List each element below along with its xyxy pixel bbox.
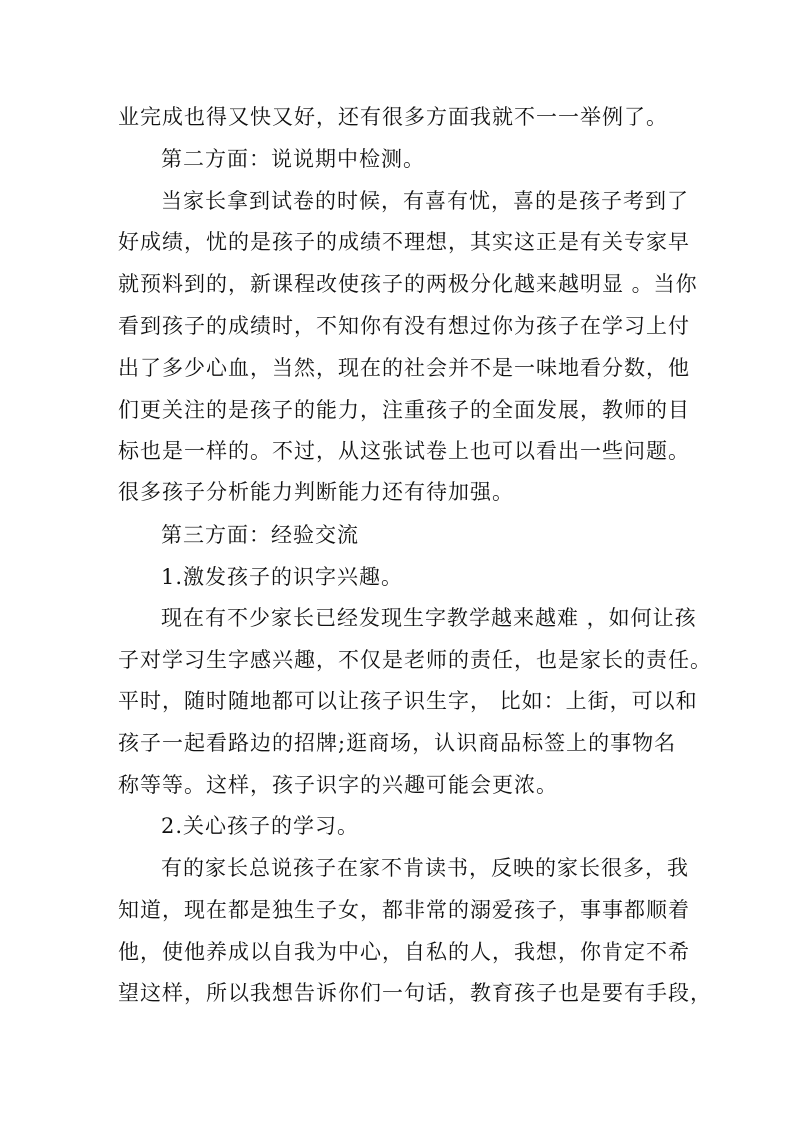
text-line: 有的家长总说孩子在家不肯读书，反映的家长很多，我 (161, 856, 689, 880)
text-line: 看到孩子的成绩时，不知你有没有想过你为孩子在学习上付 (118, 314, 690, 338)
subheading: 2.关心孩子的学习。 (161, 814, 360, 838)
text-line: 知道，现在都是独生子女，都非常的溺爱孩子，事事都顺着 (118, 898, 690, 922)
text-line: 他，使他养成以自我为中心，自私的人，我想，你肯定不希 (118, 940, 690, 964)
text-line: 好成绩，忧的是孩子的成绩不理想，其实这正是有关专家早 (118, 230, 690, 254)
text-line: 望这样，所以我想告诉你们一句话，教育孩子也是要有手段， (118, 981, 712, 1005)
text-line: 现在有不少家长已经发现生字教学越来越难 ，如何让孩 (161, 606, 697, 630)
text-line: 就预料到的，新课程改使孩子的两极分化越来越明显 。当你 (118, 272, 698, 296)
text-line: 标也是一样的。不过，从这张试卷上也可以看出一些问题。 (118, 439, 690, 463)
text-line: 孩子一起看路边的招牌;逛商场，认识商品标签上的事物名 (118, 731, 677, 755)
text-line: 当家长拿到试卷的时候，有喜有忧，喜的是孩子考到了 (161, 189, 689, 213)
text-line: 称等等。这样，孩子识字的兴趣可能会更浓。 (118, 773, 558, 797)
subheading: 1.激发孩子的识字兴趣。 (161, 565, 404, 589)
text-line: 子对学习生字感兴趣，不仅是老师的责任，也是家长的责任。 (118, 648, 712, 672)
text-line: 很多孩子分析能力判断能力还有待加强。 (118, 480, 514, 504)
section-heading: 第二方面：说说期中检测。 (161, 147, 425, 171)
text-line: 出了多少心血，当然，现在的社会并不是一味地看分数，他 (118, 356, 690, 380)
section-heading: 第三方面：经验交流 (161, 523, 359, 547)
text-line: 们更关注的是孩子的能力，注重孩子的全面发展，教师的目 (118, 398, 690, 422)
text-line: 业完成也得又快又好，还有很多方面我就不一一举例了。 (118, 105, 668, 129)
text-line: 平时，随时随地都可以让孩子识生字， 比如：上街，可以和 (118, 689, 698, 713)
